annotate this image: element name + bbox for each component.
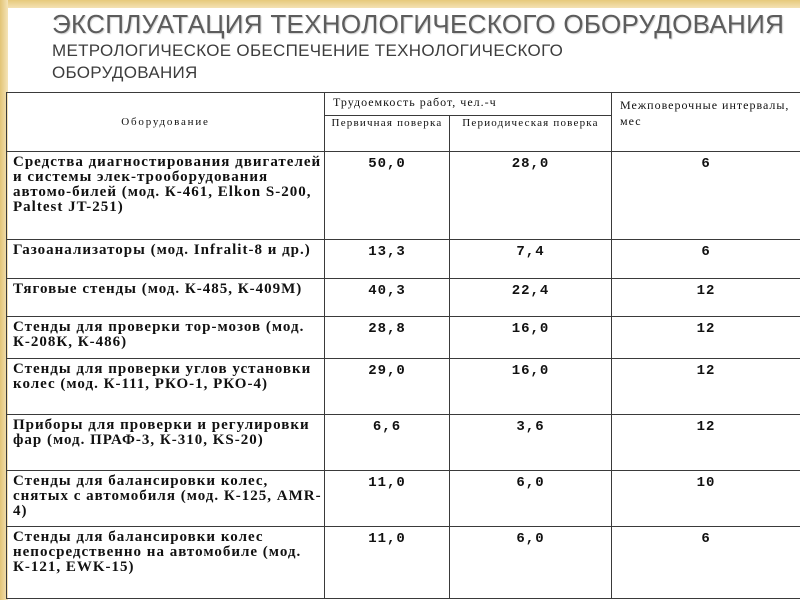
table-row	[7, 240, 800, 279]
equipment-name: Стенды для проверки тор-мозов (мод. К-208К, К-486)	[7, 317, 325, 359]
equipment-name: Средства диагностирования двигателей и системы элек-трооборудования автомо-билей (мод. К-461, Elkon S-200, Paltest JT-251)	[7, 152, 325, 240]
periodic-value: 28,0	[450, 152, 612, 240]
interval-value: 12	[612, 279, 800, 317]
primary-value: 28,8	[325, 317, 450, 359]
primary-value: 13,3	[325, 240, 450, 279]
primary-value: 11,0	[325, 527, 450, 599]
interval-value: 6	[612, 240, 800, 279]
decorative-top-band	[0, 0, 800, 8]
interval-value: 6	[612, 152, 800, 240]
header-equipment: Оборудование	[7, 93, 325, 152]
equipment-name: Стенды для проверки углов установки колес (мод. К-111, РКО-1, РКО-4)	[7, 359, 325, 415]
periodic-value: 16,0	[450, 317, 612, 359]
header-interval: Межповерочные интервалы, мес	[612, 93, 800, 152]
periodic-value: 6,0	[450, 471, 612, 527]
primary-value: 29,0	[325, 359, 450, 415]
table-row	[7, 279, 800, 317]
table-row	[7, 527, 800, 599]
header-primary: Первичная поверка	[325, 116, 450, 152]
equipment-name: Приборы для проверки и регулировки фар (мод. ПРАФ-3, К-310, KS-20)	[7, 415, 325, 471]
table-row	[7, 359, 800, 415]
primary-value: 50,0	[325, 152, 450, 240]
interval-value: 12	[612, 317, 800, 359]
table-row	[7, 415, 800, 471]
periodic-value: 3,6	[450, 415, 612, 471]
table-row	[7, 471, 800, 527]
periodic-value: 16,0	[450, 359, 612, 415]
table-row	[7, 152, 800, 240]
header-labor: Трудоемкость работ, чел.-ч	[325, 93, 612, 116]
header-periodic: Периодическая поверка	[450, 116, 612, 152]
primary-value: 6,6	[325, 415, 450, 471]
periodic-value: 6,0	[450, 527, 612, 599]
table-row	[7, 317, 800, 359]
interval-value: 12	[612, 415, 800, 471]
interval-value: 6	[612, 527, 800, 599]
equipment-name: Стенды для балансировки колес непосредственно на автомобиле (мод. К-121, EWK-15)	[7, 527, 325, 599]
slide-subtitle: МЕТРОЛОГИЧЕСКОЕ ОБЕСПЕЧЕНИЕ ТЕХНОЛОГИЧЕСКОГО ОБОРУДОВАНИЯ	[52, 41, 564, 82]
interval-value: 10	[612, 471, 800, 527]
primary-value: 40,3	[325, 279, 450, 317]
header-row-1	[7, 93, 800, 116]
equipment-name: Тяговые стенды (мод. К-485, К-409М)	[7, 279, 325, 317]
interval-value: 12	[612, 359, 800, 415]
periodic-value: 22,4	[450, 279, 612, 317]
slide-title: ЭКСПЛУАТАЦИЯ ТЕХНОЛОГИЧЕСКОГО ОБОРУДОВАНИЯ	[52, 9, 785, 39]
primary-value: 11,0	[325, 471, 450, 527]
equipment-table	[6, 92, 800, 599]
equipment-table-container	[6, 92, 800, 600]
equipment-name: Газоанализаторы (мод. Infralit-8 и др.)	[7, 240, 325, 279]
equipment-name: Стенды для балансировки колес, снятых с автомобиля (мод. К-125, AMR-4)	[7, 471, 325, 527]
periodic-value: 7,4	[450, 240, 612, 279]
